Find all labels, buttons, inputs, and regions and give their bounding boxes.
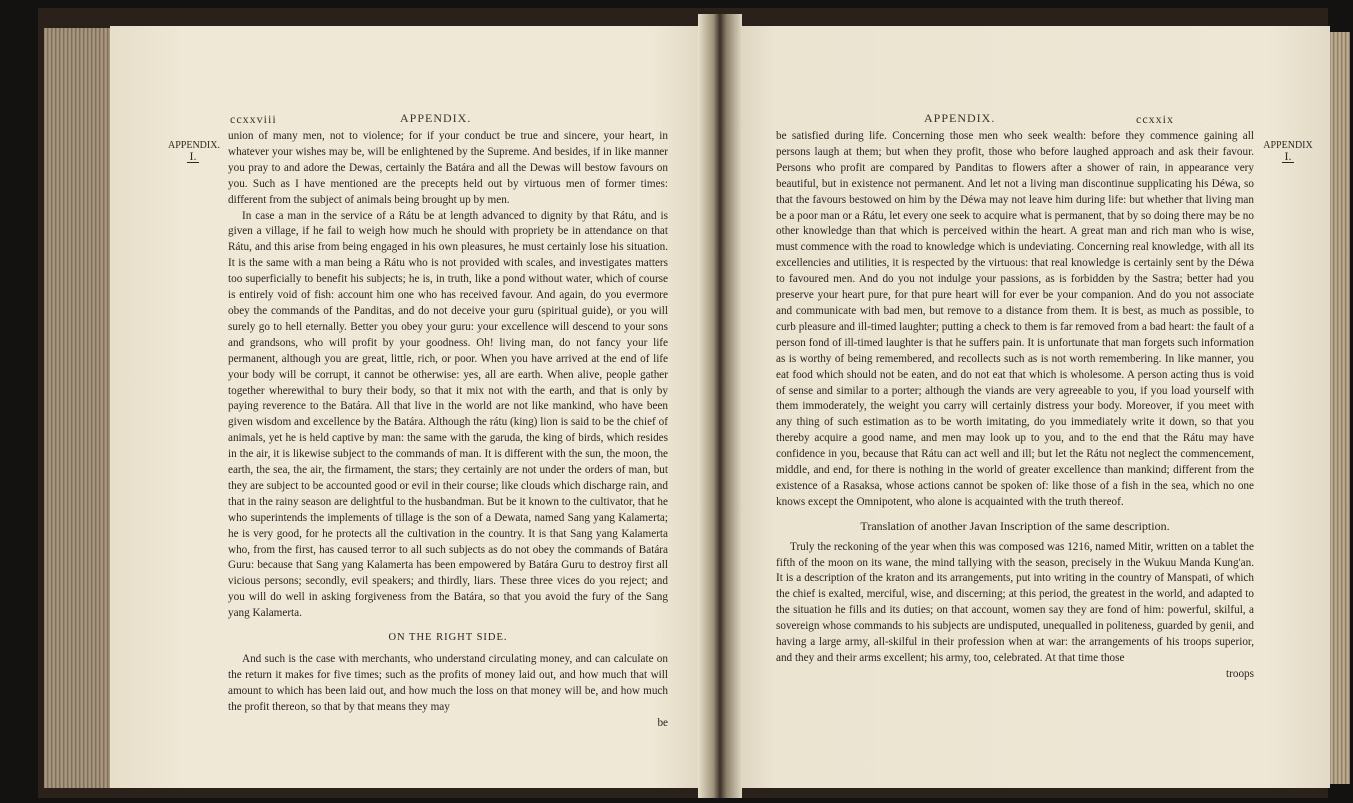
right-margin-numeral: I.: [1282, 151, 1294, 163]
open-book: [38, 8, 1328, 798]
left-folio: ccxxviii: [230, 112, 277, 126]
right-margin-label: APPENDIX: [1263, 140, 1313, 151]
right-folio: ccxxix: [1136, 112, 1174, 126]
left-paragraph-2: In case a man in the service of a Rátu be at length advanced to dignity by that Rátu, and is given a village, if he fail to weigh how much he should with propriety be in attendance on that Rátu, and this arise from being engaged in his own pleasures, he must certainly lose his situation. It is the same with a man being a Rátu who is not provided with scales, and investigates matters too superficially to benefit his subjects; he is, in truth, like a pond without water, which of course is entirely void of fish: account him one who has received favour. And again, do you evermore obey the commands of the Panditas, and do not deceive your guru (spiritual guide), or you will surely go to hell eternally. Better you obey your guru: your excellence will descend to your sons and grandsons, who will profit by your goodness. Oh! living man, do not fancy your life permanent, although you are great, little, rich, or poor. When you have arrived at the end of life your body will be corrupt, it cannot be otherwise: yes, all are earth. When alive, people gather together wherewithal to bury their body, so that it mix not with the earth, and that is only by paying reverence to the Batára. All that live in the world are not like mankind, who have been given wisdom and excellence by the Batára. Although the rátu (king) lion is said to be the chief of animals, yet he is held captive by man: the same with the garuda, the king of birds, which resides in the air, it is likewise subject to the commands of man. It is different with the sun, the moon, the earth, the sea, the air, the firmament, the stars; they certainly are not under the orders of man, but they are subject to be accounted good or evil in their course; like clouds which discharge rain, and that in the rainy season are delightful to the husbandman. But be it known to the cultivator, that he who superintends the implements of tillage is the son of a Dewata, named Sang yang Kalamerta; he is very good, for he protects all the cultivation in the country. It is that Sang yang Kalamerta who, from the first, has caused terror to all such subjects as do not obey the commands of Batára Guru: because that Sang yang Kalamerta has been empowered by Batára Guru to destroy first all vicious persons; secondly, evil speakers; and thirdly, liars. These three vices do you reject; and you will do well in asking forgiveness from the Batára, so that you avoid the fury of the Sang yang Kalamerta.: [228, 209, 668, 620]
right-paragraph-1: be satisfied during life. Concerning those men who seek wealth: before they commence gaining all persons laugh at them; but when they profit, those who before laughed approach and ask their favour. Persons who profit are compared by Panditas to flowers after a shower of rain, in appearance very beautiful, but in existence not permanent. And let not a living man discontinue supplicating his Déwa, so that the favours bestowed on him by the Déwa may not leave him during life: but whether that living man be a poor man or a Rátu, let every one seek to acquire what is permanent, that by so doing there may be no other knowledge than that which is perceived within the heart. A great man and rich man who is wise, must commence with the road to knowledge which is undeviating. Concerning real knowledge, with all its excellencies and utilities, it is respected by the virtuous: that real knowledge is certainly sent by the Déwa to favoured men. And do you not indulge your passions, as is forbidden by the Sastra; better had you preserve your heart pure, for that pure heart will for ever be your companion. And do you not associate and communicate with bad men, but remove to a distance from them. It is best, as much as possible, to curb pleasure and ill-timed laughter; putting a check to them is far removed from a bad heart: the fault of a person fond of ill-timed laughter is that he suffers pain. It is unfortunate that man forgets such information as is worthy of being remembered, and recollects such as is not worth remembering. In like manner, you eat food which should not be eaten, and do not eat that which is wholesome. A person acting thus is void of sense and similar to a porter; although the viands are very agreeable to you, if you load yourself with them immoderately, the weight you carry will certainly distress your body. Moreover, if you meet with any thing of such estimation as to be worth imitating, do you immediately write it down, so that you thereby acquire a good name, and men may look up to you, and to the end that the Rátu may have confidence in you, because that Rátu can act well and ill; but let the Rátu not neglect the commencement, middle, and end, for there is nothing in the world of greater excellence than mankind; different from the existence of a Rasaksa, whose actions cannot be spoken of: like those of a fish in the sea, which no one knows except the Omnipotent, who alone is acquainted with the truth thereof.: [776, 130, 1254, 508]
right-catchword: troops: [1226, 667, 1254, 680]
page-edges-left: [44, 28, 110, 788]
left-margin-label: APPENDIX.: [168, 140, 220, 151]
right-paragraph-2: Truly the reckoning of the year when this was composed was 1216, named Mitir, written on a tablet the fifth of the moon on its wane, the mind tallying with the season, precisely in the Wukuu Manda Kung'an. It is a description of the kraton and its arrangements, put into writing in the country of Manspati, of which the chief is exalted, merciful, wise, and discerning; at this period, the greatest in the world, and adapted to the situation he fills and its duties; on that account, women say they are fond of him: powerful, skilful, a sovereign whose commands to his subjects are undisputed, unequalled in politeness, guarded by genii, and having a large army, all-skilful in their profession when at war: the arrangements of his troops superior, and they and their arms excellent; his army, too, celebrated. At that time those: [776, 540, 1254, 664]
left-margin-numeral: I.: [187, 151, 199, 163]
left-paragraph-3: And such is the case with merchants, who understand circulating money, and can calculate on the return it makes for five times; such as the profits of money laid out, and how much that will amount to which has been laid out, and how much the loss on that money will be, and how much the profit thereon, so that by that means they may: [228, 653, 668, 713]
page-edges-right: [1330, 32, 1350, 784]
right-margin-note: [1260, 140, 1316, 163]
left-section-heading: ON THE RIGHT SIDE.: [388, 632, 508, 644]
left-page: [110, 26, 726, 788]
right-body-text: [776, 129, 1254, 683]
left-catchword: be: [657, 716, 668, 729]
left-running-head: APPENDIX.: [400, 111, 472, 125]
right-section-heading: Translation of another Javan Inscription of the same description.: [860, 518, 1170, 533]
right-running-head: APPENDIX.: [924, 111, 996, 125]
left-paragraph-1: union of many men, not to violence; for if your conduct be true and sincere, your heart, in whatever your wishes may be, will be enlightened by the Supreme. And besides, if in like manner you pray to and adore the Dewas, certainly the Batára and all the Dewas will bestow favours on you. Such as I have mentioned are the precepts held out by virtuous men of former times: different from the subject of animals being brought up by men.: [228, 130, 668, 206]
book-gutter: [698, 14, 742, 798]
right-page: [714, 26, 1330, 788]
left-body-text: [228, 129, 668, 732]
left-margin-note: [168, 140, 218, 163]
